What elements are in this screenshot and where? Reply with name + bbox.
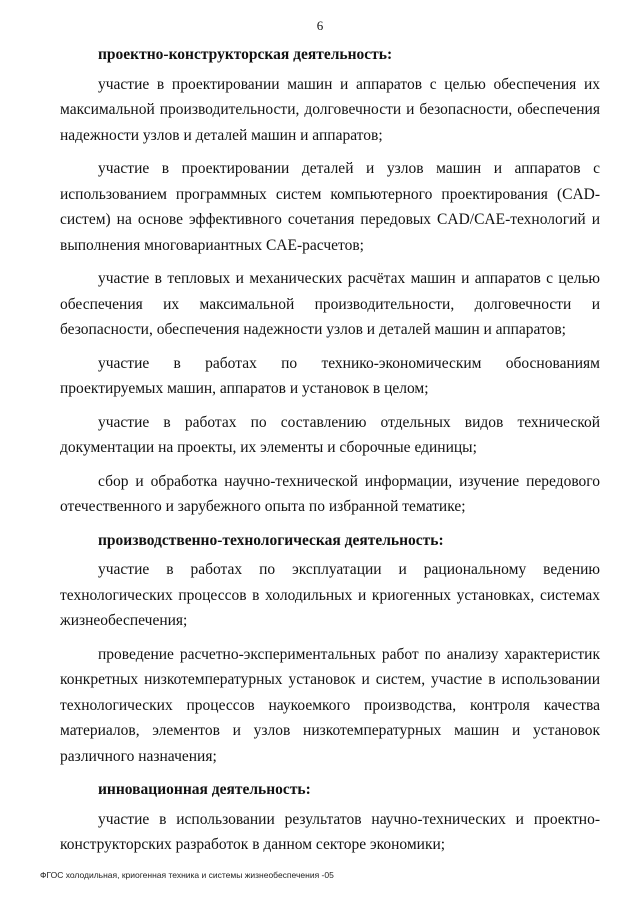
list-item: участие в работах по составлению отдельных видов технической документации на проекты, их элементы и сборочные единицы; [60,413,600,456]
section-innovation [60,777,600,858]
section-design [60,42,600,520]
page-number: 6 [316,18,324,33]
footer-text: ФГОС холодильная, криогенная техника и системы жизнеобеспечения -05 [40,870,334,880]
section-production [60,528,600,770]
list-item: участие в проектировании машин и аппаратов с целью обеспечения их максимальной производительности, долговечности и безопасности, обеспечения надежности узлов и деталей машин и аппаратов; [60,75,600,144]
document-body [60,42,600,866]
list-item: участие в работах по технико-экономическим обоснованиям проектируемых машин, аппаратов и установок в целом; [60,354,600,397]
section-heading: производственно-технологическая деятельность: [98,531,444,549]
list-item: участие в проектировании деталей и узлов машин и аппаратов с использованием программных систем компьютерного проектирования (CAD-систем) на основе эффективного сочетания передовых CAD/CAE-технологий и выполнения многовариантных CAE-расчетов; [60,160,600,254]
list-item: участие в тепловых и механических расчётах машин и аппаратов с целью обеспечения их максимальной производительности, долговечности и безопасности, обеспечения надежности узлов и деталей машин и аппаратов; [60,270,600,338]
list-item: участие в работах по эксплуатации и рациональному ведению технологических процессов в холодильных и криогенных установках, системах жизнеобеспечения; [60,561,600,629]
list-item: участие в использовании результатов научно-технических и проектно-конструкторских разработок в данном секторе экономики; [60,810,600,853]
section-heading: проектно-конструкторская деятельность: [98,46,393,63]
list-item: проведение расчетно-экспериментальных работ по анализу характеристик конкретных низкотемпературных установок и систем, участие в использовании технологических процессов наукоемкого производства, контроля качества материалов, элементов и узлов низкотемпературных машин и установок различного назначения; [60,645,600,765]
section-heading: инновационная деятельность: [98,781,311,798]
list-item: сбор и обработка научно-технической информации, изучение передового отечественного и зарубежного опыта по избранной тематике; [60,472,600,515]
